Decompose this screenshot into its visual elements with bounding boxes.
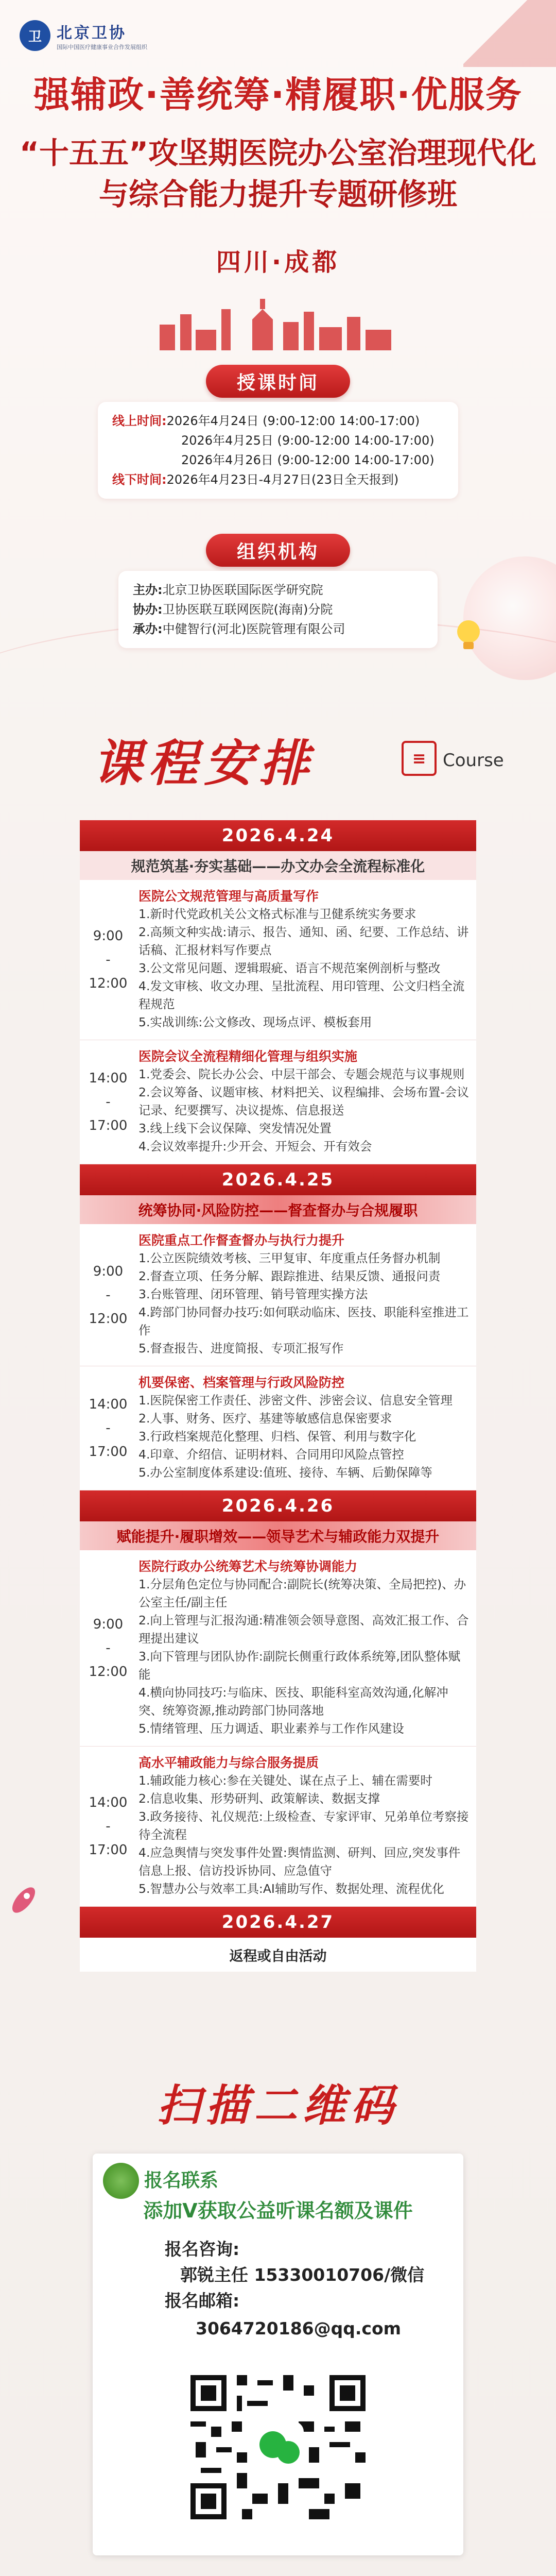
slot-time: 14:00 - 17:00 bbox=[80, 1747, 136, 1906]
slot-body bbox=[136, 1224, 476, 1366]
logo-subtitle: 国际中国医疗健康事业合作发展组织 bbox=[57, 44, 147, 50]
slot-body bbox=[136, 1550, 476, 1746]
session-item: 4.会议效率提升:少开会、开短会、开有效会 bbox=[138, 1139, 372, 1154]
contact-label: 报名咨询: bbox=[165, 2239, 240, 2259]
slot-body bbox=[136, 1040, 476, 1164]
time-end: 17:00 bbox=[89, 1444, 128, 1460]
session-heading: 机要保密、档案管理与行政风险防控 bbox=[138, 1375, 345, 1390]
time-start: 14:00 bbox=[89, 1795, 128, 1810]
email-label: 报名邮箱: bbox=[165, 2291, 240, 2311]
org-box bbox=[118, 571, 438, 648]
slot-time: 14:00 - 17:00 bbox=[80, 1366, 136, 1490]
logo-name: 北京卫协 bbox=[57, 24, 127, 42]
session-item: 2.人事、财务、医疗、基建等敏感信息保密要求 bbox=[138, 1411, 392, 1426]
lightbulb-icon bbox=[453, 618, 484, 654]
offline-time: 2026年4月23日-4月27日(23日全天报到) bbox=[166, 472, 399, 487]
course-heading bbox=[41, 721, 515, 793]
session-heading: 医院会议全流程精细化管理与组织实施 bbox=[138, 1049, 358, 1064]
time-end: 12:00 bbox=[89, 1311, 128, 1327]
logo bbox=[20, 16, 174, 55]
session-item: 3.向下管理与团队协作:副院长侧重行政体系统筹,团队整体赋能 bbox=[138, 1649, 461, 1682]
online-row-1 bbox=[112, 411, 444, 431]
org-value: 卫协医联互联网医院(海南)分院 bbox=[162, 602, 333, 617]
time-end: 12:00 bbox=[89, 1664, 128, 1680]
session-item: 4.印章、介绍信、证明材料、合同用印风险点管控 bbox=[138, 1447, 404, 1462]
time-heading: 授课时间 bbox=[206, 365, 350, 398]
online-label: 线上时间: bbox=[112, 414, 167, 428]
org-value: 北京卫协医联国际医学研究院 bbox=[162, 583, 323, 597]
scan-title: 扫描二维码 bbox=[157, 2080, 399, 2131]
session-slot bbox=[80, 1366, 476, 1490]
org-row bbox=[133, 619, 423, 639]
org-label: 承办: bbox=[133, 622, 163, 636]
contact-value: 郭锐主任 15330010706/微信 bbox=[180, 2265, 425, 2285]
session-item: 5.智慧办公与效率工具:AI辅助写作、数据处理、流程优化 bbox=[138, 1882, 444, 1896]
date-bar: 2026.4.24 bbox=[80, 820, 476, 851]
session-item: 1.辅政能力核心:参在关键处、谋在点子上、辅在需要时 bbox=[138, 1773, 432, 1788]
session-item: 4.横向协同技巧:与临床、医技、职能科室高效沟通,化解冲突、统筹资源,推动跨部门协同落地 bbox=[138, 1685, 448, 1718]
time-end: 17:00 bbox=[89, 1842, 128, 1858]
book-icon: ≡ bbox=[402, 741, 437, 776]
session-item: 1.新时代党政机关公文格式标准与卫健系统实务要求 bbox=[138, 907, 416, 921]
session-slot bbox=[80, 1224, 476, 1366]
slot-time: 9:00 - 12:00 bbox=[80, 1224, 136, 1366]
decor-corner bbox=[463, 0, 556, 67]
date-bar: 2026.4.27 bbox=[80, 1907, 476, 1938]
last-day-text: 返程或自由活动 bbox=[80, 1938, 476, 1972]
qr-code-icon[interactable] bbox=[185, 2370, 371, 2524]
time-start: 14:00 bbox=[89, 1071, 128, 1086]
session-item: 3.公文常见问题、逻辑瑕疵、语言不规范案例剖析与整改 bbox=[138, 961, 441, 975]
time-end: 17:00 bbox=[89, 1118, 128, 1133]
offline-label: 线下时间: bbox=[112, 472, 167, 487]
slot-time: 9:00 - 12:00 bbox=[80, 1550, 136, 1746]
session-item: 4.跨部门协同督办技巧:如何联动临床、医技、职能科室推进工作 bbox=[138, 1305, 469, 1337]
session-heading: 医院重点工作督查督办与执行力提升 bbox=[138, 1233, 345, 1248]
online-time: 2026年4月25日 (9:00-12:00 14:00-17:00) bbox=[181, 433, 435, 448]
title-line-2: 与综合能力提升专题研修班 bbox=[98, 177, 457, 212]
theme-bar: 统筹协同·风险防控——督查督办与合规履职 bbox=[80, 1195, 476, 1224]
logo-mark-icon: 卫 bbox=[20, 20, 50, 51]
slot-time: 9:00 - 12:00 bbox=[80, 880, 136, 1040]
theme-bar: 赋能提升·履职增效——领导艺术与辅政能力双提升 bbox=[80, 1521, 476, 1550]
skyline-illustration bbox=[149, 294, 407, 350]
session-item: 5.实战训练:公文修改、现场点评、模板套用 bbox=[138, 1015, 372, 1029]
time-end: 12:00 bbox=[89, 976, 128, 991]
session-item: 2.信息收集、形势研判、政策解读、数据支撑 bbox=[138, 1791, 380, 1806]
session-slot bbox=[80, 1550, 476, 1747]
session-item: 2.会议筹备、议题审核、材料把关、议程编排、会场布置-会议记录、纪要撰写、决议提炼、信息报送 bbox=[138, 1085, 469, 1117]
theme-bar: 规范筑基·夯实基础——办文办会全流程标准化 bbox=[80, 851, 476, 880]
session-slot bbox=[80, 880, 476, 1040]
session-item: 1.公立医院绩效考核、三甲复审、年度重点任务督办机制 bbox=[138, 1251, 441, 1265]
time-box bbox=[98, 402, 458, 499]
session-heading: 医院公文规范管理与高质量写作 bbox=[138, 889, 319, 904]
title-line-1: “十五五”攻坚期医院办公室治理现代化 bbox=[19, 135, 537, 171]
session-item: 3.台账管理、闭环管理、销号管理实操方法 bbox=[138, 1287, 368, 1301]
time-start: 14:00 bbox=[89, 1397, 128, 1412]
offline-row bbox=[112, 470, 444, 489]
rocket-icon bbox=[4, 1880, 43, 1920]
date-bar: 2026.4.25 bbox=[80, 1164, 476, 1195]
session-item: 5.情绪管理、压力调适、职业素养与工作作风建设 bbox=[138, 1721, 404, 1736]
session-item: 1.医院保密工作责任、涉密文件、涉密会议、信息安全管理 bbox=[138, 1393, 453, 1408]
session-item: 4.应急舆情与突发事件处置:舆情监测、研判、回应,突发事件信息上报、信访投诉协同、应急值守 bbox=[138, 1845, 461, 1878]
session-item: 3.政务接待、礼仪规范:上级检查、专家评审、兄弟单位考察接待全流程 bbox=[138, 1809, 469, 1842]
org-value: 中健智行(河北)医院管理有限公司 bbox=[162, 622, 345, 636]
session-item: 3.行政档案规范化整理、归档、保管、利用与数字化 bbox=[138, 1429, 416, 1444]
session-heading: 高水平辅政能力与综合服务提质 bbox=[138, 1755, 319, 1770]
city: 四川·成都 bbox=[216, 248, 340, 277]
session-item: 2.向上管理与汇报沟通:精准领会领导意图、高效汇报工作、合理提出建议 bbox=[138, 1613, 469, 1646]
email-value: 3064720186@qq.com bbox=[196, 2318, 402, 2338]
session-item: 1.分层角色定位与协同配合:副院长(统筹决策、全局把控)、办公室主任/副主任 bbox=[138, 1577, 466, 1609]
session-item: 4.发文审核、收文办理、呈批流程、用印管理、公文归档全流程规范 bbox=[138, 979, 465, 1011]
session-item: 1.党委会、院长办公会、中层干部会、专题会规范与议事规则 bbox=[138, 1067, 465, 1081]
slot-body bbox=[136, 1747, 476, 1906]
org-row bbox=[133, 580, 423, 600]
time-start: 9:00 bbox=[93, 1263, 124, 1279]
schedule bbox=[80, 820, 476, 1972]
org-row bbox=[133, 600, 423, 619]
session-item: 5.督查报告、进度简报、专项汇报写作 bbox=[138, 1341, 344, 1355]
reg-slogan: 添加V获取公益听课名额及课件 bbox=[143, 2199, 413, 2222]
session-heading: 医院行政办公统筹艺术与统筹协调能力 bbox=[138, 1559, 358, 1574]
time-start: 9:00 bbox=[93, 928, 124, 944]
session-slot bbox=[80, 1747, 476, 1907]
time-start: 9:00 bbox=[93, 1617, 124, 1632]
slogan: 强辅政·善统筹·精履职·优服务 bbox=[33, 74, 523, 116]
session-item: 5.办公室制度体系建设:值班、接待、车辆、后勤保障等 bbox=[138, 1465, 432, 1480]
session-item: 2.督查立项、任务分解、跟踪推进、结果反馈、通报问责 bbox=[138, 1269, 441, 1283]
course-en: Course bbox=[443, 750, 504, 771]
slot-time: 14:00 - 17:00 bbox=[80, 1040, 136, 1164]
course-title: 课程安排 bbox=[93, 735, 315, 792]
registration-card bbox=[93, 2154, 463, 2555]
org-label: 主办: bbox=[133, 583, 163, 597]
date-bar: 2026.4.26 bbox=[80, 1490, 476, 1521]
fingerprint-icon bbox=[103, 2163, 139, 2199]
org-label: 协办: bbox=[133, 602, 163, 617]
online-time: 2026年4月26日 (9:00-12:00 14:00-17:00) bbox=[181, 453, 435, 467]
slot-body bbox=[136, 880, 476, 1040]
org-heading: 组织机构 bbox=[206, 534, 350, 567]
session-slot bbox=[80, 1040, 476, 1164]
session-item: 3.线上线下会议保障、突发情况处置 bbox=[138, 1121, 332, 1136]
reg-heading: 报名联系 bbox=[144, 2170, 219, 2191]
session-item: 2.高频文种实战:请示、报告、通知、函、纪要、工作总结、讲话稿、汇报材料写作要点 bbox=[138, 925, 469, 957]
slot-body bbox=[136, 1366, 476, 1490]
online-time: 2026年4月24日 (9:00-12:00 14:00-17:00) bbox=[166, 414, 420, 428]
